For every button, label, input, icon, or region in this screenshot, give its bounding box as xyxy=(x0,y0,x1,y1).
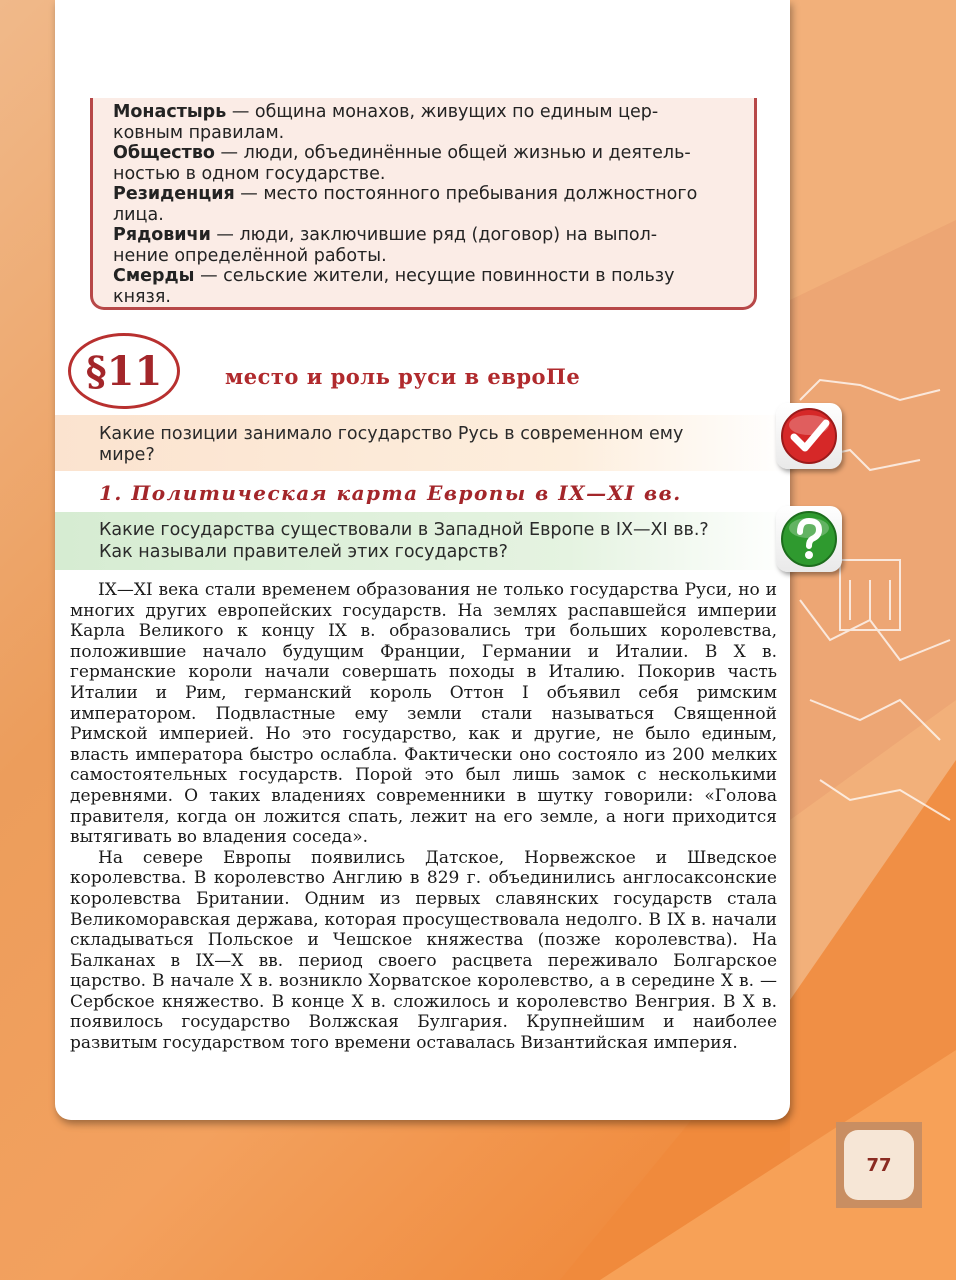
page-number-box xyxy=(836,1122,922,1208)
review-question-line: Какие государства существовали в Западной Европе в IX—XI вв.? xyxy=(99,520,709,540)
glossary-definition-cont: лица. xyxy=(113,204,164,225)
glossary-entry xyxy=(113,102,734,123)
glossary-box xyxy=(90,98,757,310)
glossary-definition: — община монахов, живущих по единым цер- xyxy=(226,102,659,122)
body-paragraph: IX—XI века стали временем образования не только государства Руси, но и многих других европейских государств. На землях распавшейся империи Карла Великого к концу IX в. образовались три больших королевства, положившие начало будущим Франции, Германии и Италии. В X в. германские короли начали совершать походы в Италию. Покорив часть Италии и Рим, германский король Оттон I объявил себя римским императором. Подвластные ему земли стали называться Священной Римской империей. Но это государство, как и другие, не было единым, власть императора быстро ослабла. Фактически оно состояло из 200 мелких самостоятельных государств. Порой это был лишь замок с несколькими деревнями. О таких владениях современники в шутку говорили: «Голова правителя, когда он ложится спать, лежит на его земле, а ноги приходится вытягивать во владения соседа». xyxy=(70,580,777,848)
textbook-page xyxy=(55,0,790,1120)
glossary-definition: — люди, объединённые общей жизнью и деятель- xyxy=(214,143,691,163)
lesson-question-line: Какие позиции занимало государство Русь в современном ему xyxy=(99,424,684,444)
glossary-term: Монастырь xyxy=(113,102,227,122)
body-paragraph: На севере Европы появились Датское, Норвежское и Шведское королевства. В королевство Англию в 829 г. объединились англосаксонские королевства Британии. Одним из первых славянских государств стала Великоморавская держава, которая просуществовала недолго. В IX в. начали складываться Польское и Чешское княжества (позже королевства). На Балканах в IX—X вв. период своего расцвета переживало Болгарское царство. В начале X в. возникло Хорватское королевство, а в середине X в. — Сербское княжество. В конце X в. сложилось и королевство Венгрия. В X в. появилось государство Волжская Булгария. Крупнейшим и наиболее развитым государством того времени оставалась Византийская империя. xyxy=(70,847,777,1054)
glossary-definition-cont: ковным правилам. xyxy=(113,122,285,143)
glossary-entry xyxy=(113,225,734,246)
glossary-definition: — люди, заключившие ряд (договор) на выпол- xyxy=(210,225,658,245)
glossary-term: Рядовичи xyxy=(113,225,211,245)
glossary-entry xyxy=(113,266,734,287)
paragraph-number-badge: §11 xyxy=(68,333,180,409)
question-mark-icon xyxy=(776,506,842,572)
review-question xyxy=(99,519,759,563)
lesson-question-line: мире? xyxy=(99,445,155,465)
glossary-definition-cont: нение определённой работы. xyxy=(113,245,387,266)
glossary-definition-cont: князя. xyxy=(113,286,171,307)
body-text xyxy=(70,580,777,1054)
glossary-entry xyxy=(113,143,734,164)
glossary-entry xyxy=(113,184,734,205)
review-question-line: Как называли правителей этих государств? xyxy=(99,542,508,562)
lesson-question xyxy=(99,424,759,466)
glossary-term: Резиденция xyxy=(113,184,235,204)
glossary-definition: — место постоянного пребывания должностного xyxy=(234,184,698,204)
page-number: 77 xyxy=(844,1130,914,1200)
glossary-term: Общество xyxy=(113,143,215,163)
glossary-term: Смерды xyxy=(113,266,195,286)
section-heading: 1. Политическая карта Европы в IX—XI вв. xyxy=(99,481,682,505)
glossary-definition-cont: ностью в одном государстве. xyxy=(113,163,386,184)
glossary-definition: — сельские жители, несущие повинности в пользу xyxy=(194,266,675,286)
checkmark-icon xyxy=(776,403,842,469)
lesson-title: место и роль руси в евроПе xyxy=(225,364,581,389)
